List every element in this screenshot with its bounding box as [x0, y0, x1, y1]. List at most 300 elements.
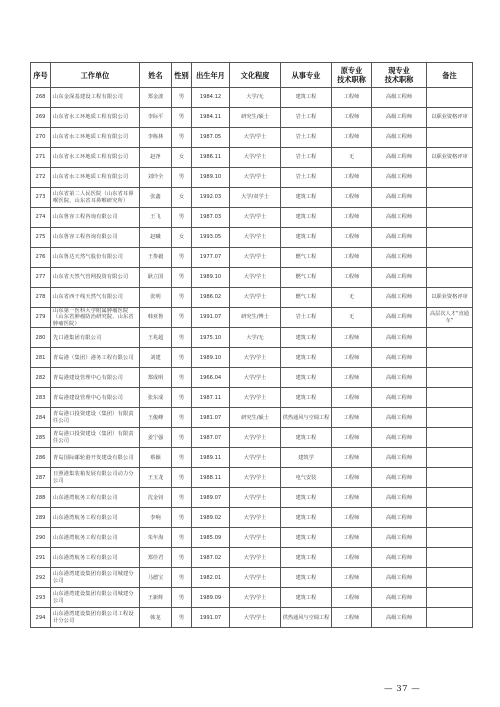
cell-gender: 男: [172, 448, 192, 468]
cell-name: 张鑫: [140, 188, 172, 208]
cell-name: 郑成明: [140, 368, 172, 388]
cell-specialty: 建筑工程: [281, 588, 332, 608]
cell-original-title: 工程师: [332, 408, 372, 428]
cell-serial: 278: [31, 288, 51, 308]
cell-birth-date: 1989.10: [192, 168, 230, 188]
cell-birth-date: 1985.09: [192, 528, 230, 548]
cell-serial: 293: [31, 588, 51, 608]
cell-original-title: 工程师: [332, 368, 372, 388]
cell-gender: 男: [172, 348, 192, 368]
cell-remarks: [427, 588, 473, 608]
cell-birth-date: 1966.04: [192, 368, 230, 388]
cell-original-title: 工程师: [332, 348, 372, 368]
cell-serial: 282: [31, 368, 51, 388]
cell-birth-date: 1989.02: [192, 508, 230, 528]
cell-specialty: 建筑工程: [281, 528, 332, 548]
cell-current-title: 高级工程师: [372, 528, 427, 548]
cell-current-title: 高级工程师: [372, 108, 427, 128]
header-serial: 序号: [31, 63, 51, 88]
cell-serial: 280: [31, 328, 51, 348]
cell-gender: 男: [172, 288, 192, 308]
cell-remarks: [427, 388, 473, 408]
cell-birth-date: 1989.11: [192, 448, 230, 468]
cell-birth-date: 1993.05: [192, 228, 230, 248]
cell-gender: 男: [172, 108, 192, 128]
cell-specialty: 燃气工程: [281, 248, 332, 268]
cell-current-title: 高级工程师: [372, 308, 427, 328]
cell-education: 大学/学士: [230, 528, 281, 548]
cell-education: 大学/学士: [230, 568, 281, 588]
cell-education: 大学/学士: [230, 388, 281, 408]
cell-name: 韩龙: [140, 608, 172, 628]
page-number: — 37 —: [384, 684, 421, 694]
cell-remarks: [427, 608, 473, 628]
cell-education: 大学/学士: [230, 508, 281, 528]
table-row: [31, 468, 473, 488]
cell-name: 王飞: [140, 208, 172, 228]
header-specialty: 从事专业: [281, 63, 332, 88]
cell-work-unit: 山东鲁容工程咨询有限公司: [51, 228, 140, 248]
cell-remarks: 高层次人才“直通车”: [427, 308, 473, 328]
cell-original-title: 无: [332, 288, 372, 308]
cell-gender: 男: [172, 388, 192, 408]
cell-current-title: 高级工程师: [372, 508, 427, 528]
cell-name: 郑佳君: [140, 548, 172, 568]
cell-birth-date: 1987.07: [192, 428, 230, 448]
cell-name: 刘建: [140, 348, 172, 368]
cell-education: 大学/学士: [230, 288, 281, 308]
cell-work-unit: 山东港湾航务工程有限公司: [51, 548, 140, 568]
cell-serial: 289: [31, 508, 51, 528]
cell-serial: 284: [31, 408, 51, 428]
cell-remarks: [427, 88, 473, 108]
cell-work-unit: 山东港湾建设集团有限公司工程设计分公司: [51, 608, 140, 628]
cell-serial: 288: [31, 488, 51, 508]
cell-current-title: 高级工程师: [372, 148, 427, 168]
cell-gender: 女: [172, 148, 192, 168]
cell-work-unit: 青岛港建设管理中心有限公司: [51, 388, 140, 408]
cell-remarks: [427, 368, 473, 388]
cell-serial: 286: [31, 448, 51, 468]
cell-current-title: 高级工程师: [372, 568, 427, 588]
cell-specialty: 岩土工程: [281, 148, 332, 168]
cell-education: 大学/学士: [230, 488, 281, 508]
cell-education: 大学/学士: [230, 128, 281, 148]
cell-education: 大学/无: [230, 328, 281, 348]
cell-original-title: 工程师: [332, 388, 372, 408]
cell-specialty: 建筑工程: [281, 548, 332, 568]
cell-birth-date: 1988.11: [192, 468, 230, 488]
cell-serial: 276: [31, 248, 51, 268]
cell-gender: 男: [172, 308, 192, 328]
cell-education: 大学/学士: [230, 148, 281, 168]
cell-education: 大学/学士: [230, 448, 281, 468]
cell-name: 郑金波: [140, 88, 172, 108]
cell-education: 大学/双学士: [230, 188, 281, 208]
cell-remarks: [427, 348, 473, 368]
table-row: [31, 368, 473, 388]
cell-birth-date: 1989.07: [192, 488, 230, 508]
table-header-row: [31, 63, 473, 88]
cell-current-title: 高级工程师: [372, 548, 427, 568]
cell-education: 大学/学士: [230, 548, 281, 568]
cell-remarks: [427, 448, 473, 468]
cell-name: 李响: [140, 508, 172, 528]
cell-name: 王玉龙: [140, 468, 172, 488]
cell-birth-date: 1987.11: [192, 388, 230, 408]
cell-specialty: 建筑工程: [281, 388, 332, 408]
cell-specialty: 岩土工程: [281, 128, 332, 148]
cell-name: 张明: [140, 288, 172, 308]
cell-education: 大学/学士: [230, 208, 281, 228]
cell-birth-date: 1991.07: [192, 608, 230, 628]
table-row: [31, 308, 473, 328]
cell-serial: 273: [31, 188, 51, 208]
cell-education: 大学/学士: [230, 588, 281, 608]
cell-work-unit: 山东港湾航务工程有限公司: [51, 488, 140, 508]
cell-remarks: [427, 508, 473, 528]
cell-birth-date: 1987.05: [192, 128, 230, 148]
cell-specialty: 燃气工程: [281, 268, 332, 288]
cell-work-unit: 青岛港建设管理中心有限公司: [51, 368, 140, 388]
cell-serial: 283: [31, 388, 51, 408]
cell-remarks: [427, 548, 473, 568]
cell-remarks: [427, 328, 473, 348]
cell-birth-date: 1991.07: [192, 308, 230, 328]
cell-current-title: 高级工程师: [372, 588, 427, 608]
cell-specialty: 电气安装: [281, 468, 332, 488]
cell-specialty: 建筑学: [281, 448, 332, 468]
cell-specialty: 岩土工程: [281, 308, 332, 328]
cell-education: 大学/学士: [230, 468, 281, 488]
cell-original-title: 工程师: [332, 168, 372, 188]
cell-current-title: 高级工程师: [372, 328, 427, 348]
cell-name: 李栋林: [140, 128, 172, 148]
cell-name: 张东成: [140, 388, 172, 408]
cell-specialty: 供热通风与空调工程: [281, 608, 332, 628]
cell-work-unit: 青岛国际邮轮港开发建设有限公司: [51, 448, 140, 468]
table-row: [31, 528, 473, 548]
table-row: [31, 328, 473, 348]
cell-remarks: [427, 208, 473, 228]
cell-specialty: 建筑工程: [281, 568, 332, 588]
cell-work-unit: 山东省水工环地质工程有限公司: [51, 168, 140, 188]
cell-specialty: 建筑工程: [281, 508, 332, 528]
cell-gender: 男: [172, 408, 192, 428]
table-row: [31, 548, 473, 568]
table-row: [31, 288, 473, 308]
cell-remarks: [427, 128, 473, 148]
cell-specialty: 建筑工程: [281, 428, 332, 448]
cell-work-unit: 山东港湾建设集团有限公司城建分公司: [51, 568, 140, 588]
table-row: [31, 88, 473, 108]
header-work-unit: 工作单位: [51, 63, 140, 88]
cell-specialty: 建筑工程: [281, 208, 332, 228]
cell-original-title: 工程师: [332, 468, 372, 488]
cell-serial: 275: [31, 228, 51, 248]
header-birth-date: 出生年月: [192, 63, 230, 88]
cell-work-unit: 山东港湾航务工程有限公司: [51, 508, 140, 528]
cell-original-title: 工程师: [332, 488, 372, 508]
cell-gender: 男: [172, 548, 192, 568]
cell-current-title: 高级工程师: [372, 348, 427, 368]
cell-gender: 男: [172, 508, 192, 528]
cell-original-title: 工程师: [332, 248, 372, 268]
cell-work-unit: 山东省西干线天然气有限公司: [51, 288, 140, 308]
cell-current-title: 高级工程师: [372, 248, 427, 268]
cell-gender: 男: [172, 208, 192, 228]
cell-work-unit: 山东鲁达天然气股份有限公司: [51, 248, 140, 268]
cell-current-title: 高级工程师: [372, 228, 427, 248]
header-original-title: 原专业 技术职称: [332, 63, 372, 88]
cell-education: 大学/学士: [230, 368, 281, 388]
cell-specialty: 岩土工程: [281, 108, 332, 128]
table-row: [31, 508, 473, 528]
header-education: 文化程度: [230, 63, 281, 88]
cell-original-title: 无: [332, 308, 372, 328]
cell-work-unit: 山东省水工环地质工程有限公司: [51, 108, 140, 128]
cell-name: 朱年海: [140, 528, 172, 548]
cell-education: 大学/学士: [230, 268, 281, 288]
cell-gender: 男: [172, 328, 192, 348]
cell-birth-date: 1982.01: [192, 568, 230, 588]
cell-education: 大学/学士: [230, 348, 281, 368]
cell-work-unit: 山东金深基建设工程有限公司: [51, 88, 140, 108]
cell-serial: 290: [31, 528, 51, 548]
cell-original-title: 工程师: [332, 88, 372, 108]
cell-gender: 男: [172, 488, 192, 508]
table-row: [31, 148, 473, 168]
cell-current-title: 高级工程师: [372, 88, 427, 108]
cell-birth-date: 1987.03: [192, 208, 230, 228]
cell-current-title: 高级工程师: [372, 468, 427, 488]
cell-specialty: 建筑工程: [281, 368, 332, 388]
cell-original-title: 工程师: [332, 208, 372, 228]
cell-name: 王参毅: [140, 248, 172, 268]
cell-education: 研究生/硕士: [230, 108, 281, 128]
cell-serial: 281: [31, 348, 51, 368]
header-name: 姓名: [140, 63, 172, 88]
cell-birth-date: 1981.07: [192, 408, 230, 428]
cell-serial: 292: [31, 568, 51, 588]
cell-gender: 男: [172, 588, 192, 608]
cell-original-title: 工程师: [332, 608, 372, 628]
table-row: [31, 568, 473, 588]
cell-work-unit: 青岛港口投资建设（集团）有限责任公司: [51, 428, 140, 448]
cell-work-unit: 山东省天然气管网投资有限公司: [51, 268, 140, 288]
cell-birth-date: 1977.07: [192, 248, 230, 268]
cell-specialty: 供热通风与空调工程: [281, 408, 332, 428]
cell-name: 姜宁强: [140, 428, 172, 448]
cell-original-title: 工程师: [332, 528, 372, 548]
cell-specialty: 建筑工程: [281, 88, 332, 108]
table-row: [31, 348, 473, 368]
cell-name: 沈金钊: [140, 488, 172, 508]
cell-current-title: 高级工程师: [372, 488, 427, 508]
table-row: [31, 188, 473, 208]
cell-specialty: 岩土工程: [281, 168, 332, 188]
cell-work-unit: 日照港集装箱发展有限公司动力分公司: [51, 468, 140, 488]
table-row: [31, 428, 473, 448]
cell-remarks: 以职业资格评审: [427, 108, 473, 128]
cell-education: 大学/无: [230, 88, 281, 108]
cell-remarks: [427, 228, 473, 248]
cell-name: 李际平: [140, 108, 172, 128]
cell-remarks: [427, 528, 473, 548]
cell-education: 大学/学士: [230, 228, 281, 248]
table-row: [31, 248, 473, 268]
header-current-title: 现专业 技术职称: [372, 63, 427, 88]
cell-gender: 女: [172, 188, 192, 208]
cell-gender: 男: [172, 608, 192, 628]
cell-specialty: 建筑工程: [281, 228, 332, 248]
table-row: [31, 388, 473, 408]
cell-remarks: [427, 468, 473, 488]
cell-serial: 279: [31, 308, 51, 328]
cell-original-title: 工程师: [332, 588, 372, 608]
cell-specialty: 建筑工程: [281, 328, 332, 348]
cell-birth-date: 1989.10: [192, 348, 230, 368]
cell-work-unit: 山东省水工环地质工程有限公司: [51, 128, 140, 148]
cell-work-unit: 山东港湾航务工程有限公司: [51, 528, 140, 548]
table-row: [31, 448, 473, 468]
cell-name: 刘玲全: [140, 168, 172, 188]
cell-serial: 291: [31, 548, 51, 568]
cell-education: 大学/学士: [230, 248, 281, 268]
cell-gender: 男: [172, 128, 192, 148]
cell-birth-date: 1984.11: [192, 108, 230, 128]
cell-gender: 男: [172, 468, 192, 488]
table-row: [31, 208, 473, 228]
cell-original-title: 工程师: [332, 428, 372, 448]
cell-work-unit: 山东第一医科大学附属肿瘤医院（山东省肿瘤防治研究院、山东省肿瘤医院）: [51, 308, 140, 328]
cell-original-title: 工程师: [332, 328, 372, 348]
cell-gender: 男: [172, 88, 192, 108]
cell-gender: 男: [172, 268, 192, 288]
cell-education: 大学/学士: [230, 608, 281, 628]
cell-original-title: 工程师: [332, 188, 372, 208]
cell-specialty: 建筑工程: [281, 488, 332, 508]
cell-birth-date: 1986.11: [192, 148, 230, 168]
cell-original-title: 工程师: [332, 228, 372, 248]
cell-remarks: [427, 408, 473, 428]
cell-current-title: 高级工程师: [372, 388, 427, 408]
table-row: [31, 408, 473, 428]
cell-gender: 女: [172, 228, 192, 248]
cell-name: 耿立国: [140, 268, 172, 288]
cell-original-title: 工程师: [332, 568, 372, 588]
cell-serial: 277: [31, 268, 51, 288]
cell-education: 研究生/硕士: [230, 408, 281, 428]
cell-current-title: 高级工程师: [372, 268, 427, 288]
cell-current-title: 高级工程师: [372, 448, 427, 468]
cell-remarks: [427, 428, 473, 448]
cell-birth-date: 1975.10: [192, 328, 230, 348]
cell-current-title: 高级工程师: [372, 168, 427, 188]
table-row: [31, 608, 473, 628]
cell-work-unit: 青岛港（集团）港务工程有限公司: [51, 348, 140, 368]
cell-gender: 男: [172, 568, 192, 588]
cell-remarks: 以职业资格评审: [427, 288, 473, 308]
cell-name: 王新辉: [140, 588, 172, 608]
cell-name: 马德宝: [140, 568, 172, 588]
cell-education: 大学/学士: [230, 168, 281, 188]
cell-name: 王兆超: [140, 328, 172, 348]
cell-remarks: 以职业资格评审: [427, 148, 473, 168]
cell-specialty: 燃气工程: [281, 288, 332, 308]
cell-remarks: [427, 488, 473, 508]
table-row: [31, 128, 473, 148]
cell-gender: 男: [172, 368, 192, 388]
cell-work-unit: 山东省水工环地质工程有限公司: [51, 148, 140, 168]
cell-remarks: [427, 568, 473, 588]
table-row: [31, 108, 473, 128]
cell-birth-date: 1989.09: [192, 588, 230, 608]
cell-gender: 男: [172, 428, 192, 448]
cell-current-title: 高级工程师: [372, 608, 427, 628]
header-gender: 性别: [172, 63, 192, 88]
cell-education: 大学/学士: [230, 428, 281, 448]
cell-birth-date: 1987.02: [192, 548, 230, 568]
cell-name: 韩亚鲁: [140, 308, 172, 328]
cell-serial: 272: [31, 168, 51, 188]
cell-serial: 294: [31, 608, 51, 628]
table-body: [31, 88, 473, 628]
cell-specialty: 建筑工程: [281, 348, 332, 368]
cell-name: 赵曦: [140, 228, 172, 248]
cell-current-title: 高级工程师: [372, 408, 427, 428]
cell-gender: 男: [172, 528, 192, 548]
cell-current-title: 高级工程师: [372, 128, 427, 148]
cell-current-title: 高级工程师: [372, 188, 427, 208]
cell-work-unit: 山东港湾建设集团有限公司城建分公司: [51, 588, 140, 608]
table-row: [31, 268, 473, 288]
table-row: [31, 588, 473, 608]
cell-serial: 285: [31, 428, 51, 448]
cell-work-unit: 山东鲁容工程咨询有限公司: [51, 208, 140, 228]
cell-current-title: 高级工程师: [372, 428, 427, 448]
cell-work-unit: 山东省第二人民医院（山东省耳鼻喉医院、山东省耳鼻喉研究所）: [51, 188, 140, 208]
cell-remarks: [427, 248, 473, 268]
cell-remarks: [427, 268, 473, 288]
cell-current-title: 高级工程师: [372, 208, 427, 228]
cell-name: 赵净: [140, 148, 172, 168]
cell-gender: 男: [172, 168, 192, 188]
cell-serial: 268: [31, 88, 51, 108]
cell-original-title: 工程师: [332, 268, 372, 288]
cell-original-title: 工程师: [332, 508, 372, 528]
table-row: [31, 168, 473, 188]
cell-current-title: 高级工程师: [372, 368, 427, 388]
cell-current-title: 高级工程师: [372, 288, 427, 308]
cell-original-title: 工程师: [332, 128, 372, 148]
table-row: [31, 488, 473, 508]
cell-work-unit: 青岛港口投资建设（集团）有限责任公司: [51, 408, 140, 428]
cell-original-title: 工程师: [332, 448, 372, 468]
cell-specialty: 建筑工程: [281, 188, 332, 208]
cell-education: 研究生/博士: [230, 308, 281, 328]
cell-remarks: [427, 168, 473, 188]
cell-birth-date: 1992.03: [192, 188, 230, 208]
title-roster-table: [30, 62, 473, 628]
cell-serial: 274: [31, 208, 51, 228]
header-remarks: 备注: [427, 63, 473, 88]
cell-original-title: 工程师: [332, 548, 372, 568]
cell-remarks: [427, 188, 473, 208]
cell-serial: 287: [31, 468, 51, 488]
table-row: [31, 228, 473, 248]
cell-original-title: 无: [332, 148, 372, 168]
